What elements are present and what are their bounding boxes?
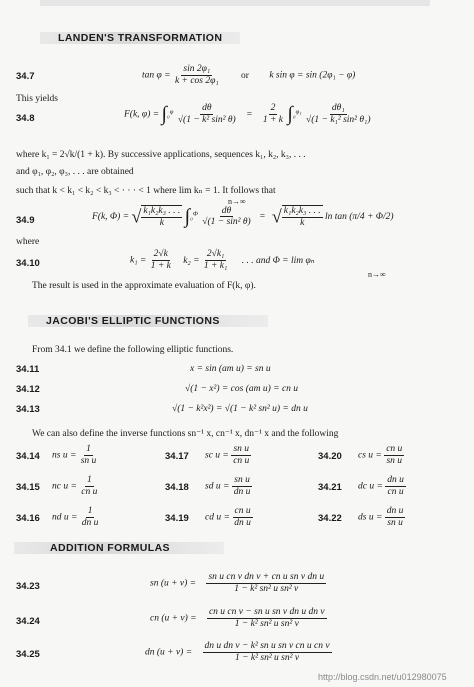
formula-34-14: ns u = $\frac{1}{\text{sn u}}$ <box>52 444 97 466</box>
text-such-that: such that k < k₁ < k₂ < k₃ < · · · < 1 where lim kₙ = 1. It follows that <box>16 186 276 196</box>
formula-34-17: sc u = $\frac{\text{sn u}}{\text{cn u}}$ <box>205 444 250 466</box>
equation-number: 34.16 <box>16 513 40 524</box>
formula-34-20: cs u = $\frac{\text{cn u}}{\text{sn u}}$ <box>358 444 403 466</box>
text-from-34-1: From 34.1 we define the following elliptic functions. <box>32 345 234 355</box>
formula-34-18: sd u = $\frac{\text{sn u}}{\text{dn u}}$ <box>205 475 251 497</box>
formula-34-19: cd u = $\frac{\text{cn u}}{\text{dn u}}$ <box>205 506 251 528</box>
equation-number: 34.21 <box>318 482 342 493</box>
formula-34-9: F(k, Φ) = √ $\frac{\text{k₁k₂k₃ . . .}}{k}$ ∫₀$^\Phi$ $\frac{d\theta}{\text{√(1 − sin² θ)}}$ = √ $\frac{\text{k₁k₂k₃ . . .}}{k}$ ln tan (π/4 + Φ/2) <box>92 205 394 228</box>
equation-number: 34.24 <box>16 616 40 627</box>
formula-34-15: nc u = $\frac{1}{\text{cn u}}$ <box>52 475 98 497</box>
formula-34-16: nd u = $\frac{1}{\text{dn u}}$ <box>52 506 99 528</box>
formula-34-24: cn (u + v) = $\frac{\text{cn u cn v − sn u sn v dn u dn v}}{\text{1 − k² sn² u sn² v}}$ <box>150 607 325 629</box>
equation-number: 34.13 <box>16 404 40 415</box>
equation-number: 34.22 <box>318 513 342 524</box>
text-this-yields: This yields <box>16 94 58 104</box>
equation-number: 34.20 <box>318 451 342 462</box>
equation-number: 34.23 <box>16 581 40 592</box>
equation-number: 34.19 <box>165 513 189 524</box>
formula-34-22: ds u = $\frac{\text{dn u}}{\text{sn u}}$ <box>358 506 404 528</box>
text-where-k1: where k₁ = 2√k/(1 + k). By successive applications, sequences k₁, k₂, k₃, . . . <box>16 150 306 160</box>
formula-34-23: sn (u + v) = $\frac{\text{sn u cn v dn v + cn u sn v dn u}}{\text{1 − k² sn² u sn² v}}$ <box>150 572 325 594</box>
formula-34-13: √(1 − k²x²) = √(1 − k² sn² u) = dn u <box>172 404 308 414</box>
formula-34-8: F(k, φ) = ∫₀$^\varphi$ $\frac{d\theta}{\text{√(1 − k² sin² θ)}}$ = $\frac{2}{1 + k}$ ∫₀$^{\varphi_1}$ $\frac{\text{dθ₁}}{\text{√(1 − k₁² sin² θ₁)}}$ <box>124 103 371 125</box>
text-where: where <box>16 237 40 247</box>
formula-34-12: √(1 − x²) = cos (am u) = cn u <box>185 384 299 394</box>
equation-number: 34.14 <box>16 451 40 462</box>
equation-number: 34.25 <box>16 649 40 660</box>
section-heading-landen: LANDEN'S TRANSFORMATION <box>58 32 223 44</box>
formula-34-11: x = sin (am u) = sn u <box>190 364 271 374</box>
equation-number: 34.7 <box>16 71 35 82</box>
equation-number: 34.8 <box>16 113 35 124</box>
text-inverse: We can also define the inverse functions sn⁻¹ x, cn⁻¹ x, dn⁻¹ x and the following <box>32 429 339 439</box>
equation-number: 34.10 <box>16 258 40 269</box>
equation-number: 34.15 <box>16 482 40 493</box>
equation-number: 34.11 <box>16 364 40 375</box>
text-result: The result is used in the approximate evaluation of F(k, φ). <box>32 281 256 291</box>
formula-34-10: k₁ = $\frac{2√k}{1 + k}$ k₂ = $\frac{\text{2√k₁}}{\text{1 + k₁}}$ . . . and Φ = lim φₙ <box>130 249 315 271</box>
section-heading-addition: ADDITION FORMULAS <box>50 542 170 554</box>
equation-number: 34.17 <box>165 451 189 462</box>
text-and-phi: and φ₁, φ₂, φ₃, . . . are obtained <box>16 167 134 177</box>
section-heading-jacobi: JACOBI'S ELLIPTIC FUNCTIONS <box>46 315 220 327</box>
watermark-url: http://blog.csdn.net/u012980075 <box>318 672 447 682</box>
formula-34-7: tan φ = $\frac{\text{sin 2φ₁}}{\text{k + cos 2φ₁}}$ or k sin φ = sin (2φ₁ − φ) <box>142 64 356 86</box>
equation-number: 34.18 <box>165 482 189 493</box>
equation-number: 34.9 <box>16 215 35 226</box>
formula-34-25: dn (u + v) = $\frac{\text{dn u dn v − k² sn u sn v cn u cn v}}{\text{1 − k² sn² u sn² v}}$ <box>145 641 330 663</box>
top-scan-artifact <box>40 0 430 6</box>
formula-34-21: dc u = $\frac{\text{dn u}}{\text{cn u}}$ <box>358 475 404 497</box>
lim-subscript: n→∞ <box>368 270 386 279</box>
lim-subscript: n→∞ <box>228 197 246 206</box>
equation-number: 34.12 <box>16 384 40 395</box>
